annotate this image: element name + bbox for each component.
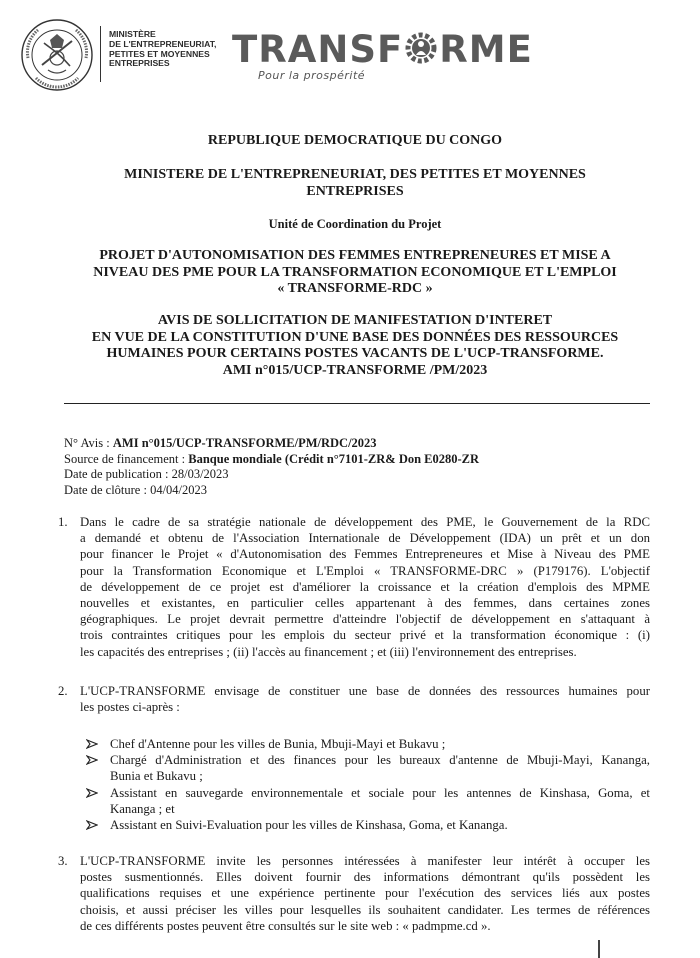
project-heading-line: NIVEAU DES PME POUR LA TRANSFORMATION ECONOMIQUE ET L'EMPLOI	[93, 264, 617, 280]
ministry-line: PETITES ET MOYENNES	[109, 48, 210, 59]
transforme-logo	[232, 30, 533, 70]
notice-heading	[60, 313, 650, 379]
avis-number: N° Avis : AMI n°015/UCP-TRANSFORME/PM/RDC/2023	[64, 436, 377, 450]
arrow-bullet-icon	[86, 788, 98, 798]
positions-list	[84, 736, 650, 833]
project-heading	[60, 248, 650, 298]
paragraph-text: L'UCP-TRANSFORME invite les personnes intéressées à manifester leur intérêt à occuper les postes susmentionnés. Elles doivent fournir des informations démontrant qu'ils possèdent les qualifications requises et une expérience pertinente pour l'exécution des services liés aux postes choisis, et aussi préciser les villes pour lesquelles ils souhaitent candidater. Les termes de références de ces différents postes peuvent être consultés sur le site web : « padmpme.cd ».	[80, 854, 650, 933]
project-heading-line: « TRANSFORME-RDC »	[277, 281, 433, 296]
funding-source: Source de financement : Banque mondiale (Crédit n°7101-ZR& Don E0280-ZR	[64, 451, 480, 466]
country-title: REPUBLIQUE DEMOCRATIQUE DU CONGO	[207, 133, 503, 148]
arrow-bullet-icon	[86, 739, 98, 749]
paragraph-number: 2.	[58, 684, 68, 698]
logo-tagline: Pour la prospérité	[258, 69, 366, 82]
list-item: Chef d'Antenne pour les villes de Bunia, Mbuji-Mayi et Bukavu ;	[84, 736, 650, 752]
paragraph-text: Dans le cadre de sa stratégie nationale de développement des PME, le Gouvernement de la RDC a demandé et obtenu de l'Association Internationale de Développement (IDA) un prêt et un don pour financer le Projet « d'Autonomisation des Femmes Entrepreneures et Mise à Niveau des PME pour la Transformation Economique et L'Emploi « TRANSFORME-DRC » (P179176). L'objectif de développement de ce projet est d'améliorer la croissance et la création d'emplois des MPME nouvelles et existantes, en particulier celles appartenant à des femmes, dans certaines zones géographiques. Le projet devrait permettre d'atteindre l'objectif de développement en s'attaquant à trois contraintes critiques pour les emplois du secteur privé et la transformation économique : (i) les capacités des entreprises ; (ii) l'accès au financement ; et (iii) l'environnement des entreprises.	[80, 515, 650, 659]
paragraph-number: 3.	[58, 854, 68, 868]
ministry-line: DE L'ENTREPRENEURIAT,	[109, 38, 217, 49]
arrow-bullet-icon	[86, 755, 98, 765]
paragraph-text: L'UCP-TRANSFORME envisage de constituer une base de données des ressources humaines pour les postes ci-après :	[80, 684, 650, 715]
notice-heading-line: HUMAINES POUR CERTAINS POSTES VACANTS DE L'UCP-TRANSFORME.	[106, 346, 604, 361]
ministry-logo-text	[109, 30, 216, 69]
list-item: Chargé d'Administration et des finances pour les bureaux d'antenne de Mbuji-Mayi, Kananga, Bunia et Bukavu ;	[84, 752, 650, 784]
project-heading-line: PROJET D'AUTONOMISATION DES FEMMES ENTREPRENEURES ET MISE A	[99, 248, 611, 263]
unit-heading	[60, 216, 650, 233]
logo-text-left: TRANSF	[232, 28, 404, 71]
government-seal-icon	[20, 18, 94, 92]
closing-date: Date de clôture : 04/04/2023	[64, 482, 208, 497]
section-divider	[64, 403, 650, 404]
page-edge-mark	[598, 940, 600, 958]
list-item: Assistant en Suivi-Evaluation pour les villes de Kinshasa, Goma, et Kananga.	[84, 817, 650, 833]
arrow-bullet-icon	[86, 820, 98, 830]
logo-text-right: RME	[439, 28, 533, 71]
ministry-line: ENTREPRISES	[109, 58, 170, 69]
header-divider	[100, 26, 101, 82]
notice-heading-line: EN VUE DE LA CONSTITUTION D'UNE BASE DES DONNÉES DES RESSOURCES	[91, 329, 619, 345]
publication-date: Date de publication : 28/03/2023	[64, 467, 229, 481]
paragraph-number: 1.	[58, 515, 68, 529]
notice-heading-line: AVIS DE SOLLICITATION DE MANIFESTATION D'INTERET	[157, 313, 553, 328]
country-heading	[60, 133, 650, 150]
ministry-heading-line: ENTREPRISES	[306, 183, 404, 199]
unit-title: Unité de Coordination du Projet	[268, 217, 442, 231]
notice-heading-line: AMI n°015/UCP-TRANSFORME /PM/2023	[222, 362, 488, 378]
list-item: Assistant en sauvegarde environnementale et sociale pour les antennes de Kinshasa, Goma, et Kananga ; et	[84, 785, 650, 817]
gear-woman-icon	[404, 31, 438, 65]
ministry-heading-line: MINISTERE DE L'ENTREPRENEURIAT, DES PETITES ET MOYENNES	[124, 167, 586, 182]
ministry-line: MINISTÈRE	[109, 29, 156, 39]
ministry-heading	[60, 167, 650, 200]
notice-meta	[64, 436, 479, 498]
